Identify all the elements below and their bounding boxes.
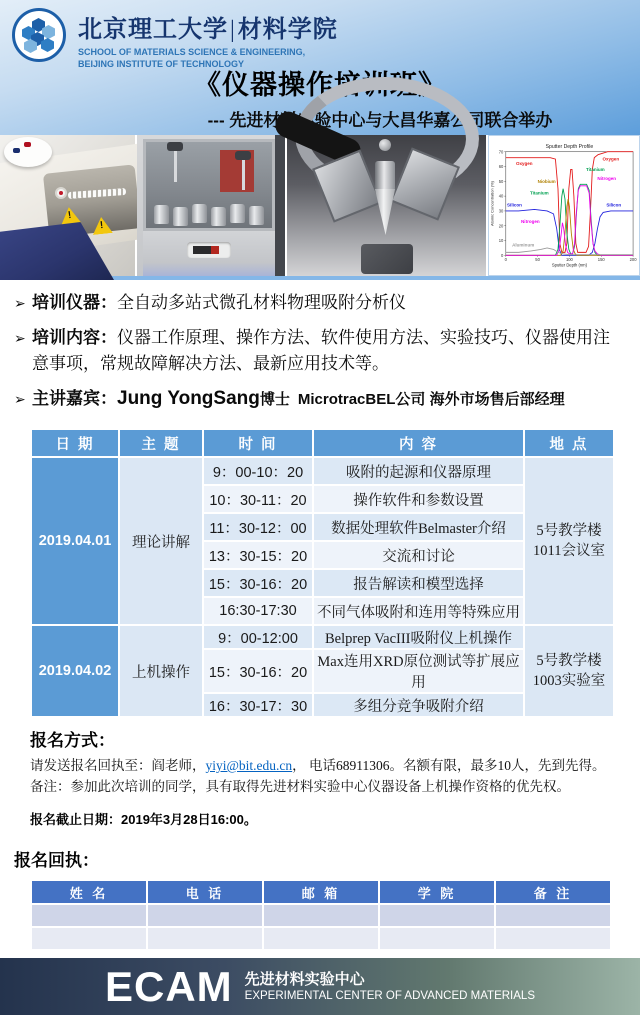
col-header-email: 邮 箱: [264, 881, 378, 903]
empty-cell[interactable]: [148, 905, 262, 926]
training-info-list: [0, 280, 640, 426]
content-cell: Belprep VacIII吸附仪上机操作: [314, 626, 523, 648]
reply-empty-row: [32, 905, 610, 926]
svg-text:70: 70: [498, 149, 504, 155]
speaker-organization: MicrotracBEL公司 海外市场售后部经理: [297, 391, 565, 408]
content-cell: 吸附的起源和仪器原理: [314, 458, 523, 484]
empty-cell[interactable]: [32, 905, 146, 926]
registration-contact: 请发送报名回执至：阎老师，: [30, 758, 206, 773]
reply-form-table: [30, 879, 612, 951]
speaker-degree: 博士: [259, 391, 290, 408]
deadline-line: [30, 809, 626, 828]
ecam-logo: ECAM: [105, 962, 233, 1010]
instrument-photo-row: [0, 135, 640, 276]
svg-text:Silicon: Silicon: [507, 202, 522, 208]
col-header-date: 日 期: [32, 430, 118, 456]
date-cell: 2019.04.02: [32, 626, 118, 716]
bit-mse-logo: [12, 8, 66, 62]
university-name: [78, 9, 338, 44]
school-name-cn: 材料学院: [237, 17, 338, 43]
svg-text:Oxygen: Oxygen: [602, 156, 620, 162]
school-name-en: SCHOOL OF MATERIALS SCIENCE & ENGINEERING, BEIJING INSTITUTE OF TECHNOLOGY: [78, 47, 306, 69]
table-row: [32, 626, 613, 648]
svg-text:40: 40: [498, 193, 504, 199]
deadline-label: 报名截止日期：: [30, 812, 122, 827]
deadline-value: 2019年3月28日16:00。: [121, 812, 257, 827]
svg-text:Nitrogen: Nitrogen: [597, 175, 617, 181]
sputter-depth-profile-chart: [489, 139, 639, 272]
location-cell: 5号教学楼 1011会议室: [525, 458, 613, 624]
empty-cell[interactable]: [380, 928, 494, 949]
col-header-topic: 主 题: [120, 430, 202, 456]
registration-section: [0, 718, 640, 828]
list-item-content: [14, 325, 626, 377]
empty-cell[interactable]: [496, 905, 610, 926]
col-header-name: 姓 名: [32, 881, 146, 903]
svg-text:Sputter Depth Profile: Sputter Depth Profile: [545, 143, 594, 150]
svg-text:Silicon: Silicon: [606, 202, 622, 208]
svg-text:Atomic Concentration (%): Atomic Concentration (%): [489, 181, 495, 226]
schedule-header-row: [32, 430, 613, 456]
footer-name-en: EXPERIMENTAL CENTER OF ADVANCED MATERIALS: [244, 989, 535, 1002]
registration-line1: [30, 755, 626, 776]
topic-cell: 理论讲解: [120, 458, 202, 624]
email-link[interactable]: yiyi@bit.edu.cn: [205, 758, 293, 773]
time-cell: 16：30-17：30: [204, 694, 312, 716]
content-cell: 数据处理软件Belmaster介绍: [314, 514, 523, 540]
brand-divider: |: [230, 17, 236, 43]
content-cell: 交流和讨论: [314, 542, 523, 568]
content-cell: 不同气体吸附和连用等特殊应用: [314, 598, 523, 624]
photo-analyzer-degas-station: [0, 135, 135, 276]
arrow-bullet-icon: ➢: [14, 295, 26, 311]
speaker-label: 主讲嘉宾：: [32, 389, 117, 408]
empty-cell[interactable]: [264, 928, 378, 949]
svg-text:Niobium: Niobium: [537, 178, 556, 184]
time-cell: 16:30-17:30: [204, 598, 312, 624]
col-header-remark: 备 注: [496, 881, 610, 903]
photo-sputter-depth-profile-chart: [488, 135, 640, 276]
location-cell: 5号教学楼 1003实验室: [525, 626, 613, 716]
content-cell: 操作软件和参数设置: [314, 486, 523, 512]
svg-text:0: 0: [504, 256, 507, 262]
empty-cell[interactable]: [496, 928, 610, 949]
schedule-table: [30, 428, 615, 718]
empty-cell[interactable]: [380, 905, 494, 926]
col-header-location: 地 点: [525, 430, 613, 456]
reply-form-heading: 报名回执：: [14, 851, 99, 870]
col-header-phone: 电 话: [148, 881, 262, 903]
svg-text:Titanium: Titanium: [585, 166, 605, 172]
col-header-school: 学 院: [380, 881, 494, 903]
instrument-label: 培训仪器：: [32, 293, 117, 312]
empty-cell[interactable]: [148, 928, 262, 949]
svg-text:50: 50: [535, 256, 540, 262]
col-header-content: 内 容: [314, 430, 523, 456]
registration-phone-quota: ， 电话68911306。名额有限，最多10人，先到先得。: [292, 758, 606, 773]
svg-text:150: 150: [597, 256, 605, 262]
content-value: 仪器工作原理、操作方法、软件使用方法、实验技巧、仪器使用注意事项，常规故障解决方法、最新应用技术等。: [32, 328, 610, 373]
arrow-bullet-icon: ➢: [14, 391, 26, 407]
time-cell: 15：30-16：20: [204, 650, 312, 692]
svg-text:60: 60: [498, 164, 504, 170]
drawer-handle: [187, 242, 231, 258]
registration-note: 备注：参加此次培训的同学，具有取得先进材料实验中心仪器设备上机操作资格的优先权。: [30, 779, 570, 794]
svg-text:Titanium: Titanium: [529, 190, 549, 196]
content-cell: 报告解读和模型选择: [314, 570, 523, 596]
svg-text:Sputter Depth (nm): Sputter Depth (nm): [551, 262, 587, 268]
svg-text:Oxygen: Oxygen: [515, 161, 533, 167]
svg-text:0: 0: [501, 252, 504, 258]
reply-empty-row: [32, 928, 610, 949]
list-item-speaker: [14, 386, 626, 413]
reply-header-row: [32, 881, 610, 903]
university-name-cn: 北京理工大学: [78, 17, 228, 43]
time-cell: 15：30-16：20: [204, 570, 312, 596]
time-cell: 9：00-12:00: [204, 626, 312, 648]
svg-text:Nitrogen: Nitrogen: [521, 218, 540, 224]
content-cell: 多组分竞争吸附介绍: [314, 694, 523, 716]
svg-text:30: 30: [498, 208, 504, 214]
registration-heading: 报名方式：: [30, 731, 115, 750]
school-brand: [78, 9, 338, 70]
topic-cell: 上机操作: [120, 626, 202, 716]
list-item-instrument: [14, 290, 626, 316]
svg-text:10: 10: [498, 238, 504, 244]
page-title: 《仪器操作培训班》: [194, 70, 446, 100]
empty-cell[interactable]: [32, 928, 146, 949]
page-subtitle: --- 先进材料实验中心与大昌华嘉公司联合举办: [207, 111, 553, 130]
footer-name-cn: 先进材料实验中心: [244, 970, 365, 988]
empty-cell[interactable]: [264, 905, 378, 926]
time-cell: 9：00-10：20: [204, 458, 312, 484]
arrow-bullet-icon: ➢: [14, 330, 26, 346]
footer-banner: [0, 958, 640, 1015]
hexagon-emblem-icon: [22, 18, 56, 52]
time-cell: 10：30-11：20: [204, 486, 312, 512]
time-cell: 11：30-12：00: [204, 514, 312, 540]
table-row: [32, 458, 613, 484]
speaker-name: Jung YongSang: [117, 388, 260, 409]
svg-text:50: 50: [498, 178, 504, 184]
svg-text:100: 100: [565, 256, 573, 262]
svg-text:Aluminum: Aluminum: [512, 242, 535, 248]
date-cell: 2019.04.01: [32, 458, 118, 624]
content-cell: Max连用XRD原位测试等扩展应用: [314, 650, 523, 692]
svg-text:200: 200: [629, 256, 637, 262]
photo-sample-chamber: [137, 135, 285, 276]
content-label: 培训内容：: [32, 328, 117, 347]
time-cell: 13：30-15：20: [204, 542, 312, 568]
photo-cone-tooling: [287, 135, 486, 276]
footer-center-name: [245, 970, 535, 1004]
svg-text:20: 20: [498, 223, 504, 229]
col-header-time: 时 间: [204, 430, 312, 456]
instrument-value: 全自动多站式微孔材料物理吸附分析仪: [117, 293, 406, 312]
